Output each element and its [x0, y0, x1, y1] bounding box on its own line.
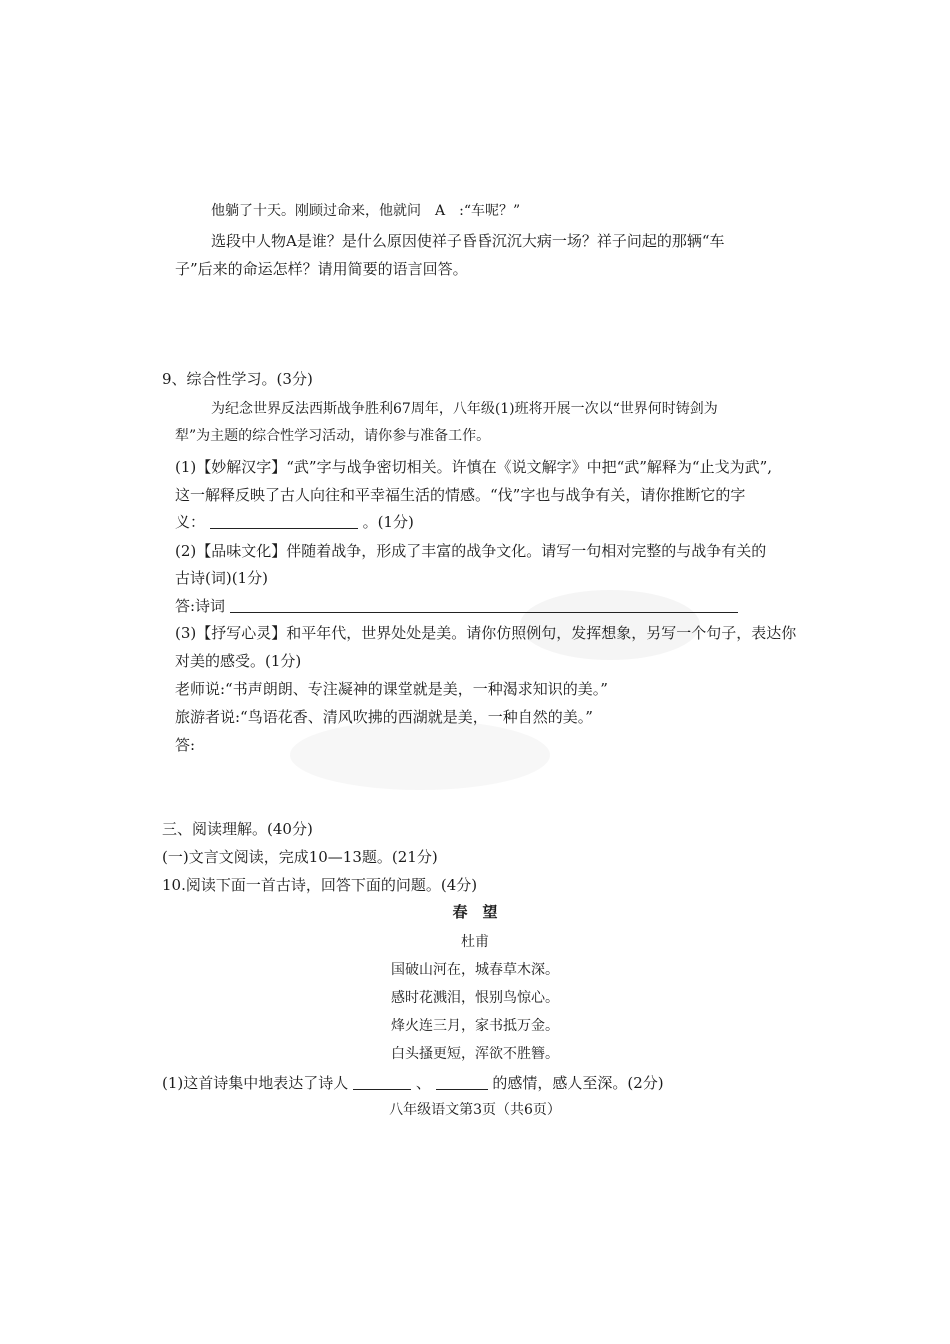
- q10-part1-blank-2[interactable]: [436, 1073, 488, 1090]
- poem-line: 白头搔更短，浑欲不胜簪。: [391, 1046, 559, 1062]
- q8-prompt-line: 子”后来的命运怎样？请用简要的语言回答。: [175, 260, 468, 278]
- poem-line: 烽火连三月，家书抵万金。: [391, 1018, 559, 1034]
- q9-part2: 古诗(词)(1分): [175, 569, 268, 587]
- q9-part2-answer-line: [175, 595, 738, 617]
- section3-subtitle: (一)文言文阅读，完成10—13题。(21分): [162, 848, 438, 866]
- poem-line: 感时花溅泪，恨别鸟惊心。: [391, 990, 559, 1006]
- q8-line: 他躺了十天。刚顾过命来，他就问 A :“车呢？”: [211, 203, 521, 219]
- q9-intro: 为纪念世界反法西斯战争胜利67周年，八年级(1)班将开展一次以“世界何时铸剑为: [211, 401, 718, 417]
- q9-title: 9、综合性学习。(3分): [162, 370, 313, 388]
- q9-part2-answer-label: 答:诗词: [175, 597, 226, 615]
- q9-part2: (2)【品味文化】伴随着战争，形成了丰富的战争文化。请写一句相对完整的与战争有关的: [175, 542, 767, 560]
- q10-part1-prefix: (1)这首诗集中地表达了诗人: [162, 1074, 349, 1092]
- q9-example: 旅游者说:“鸟语花香、清风吹拂的西湖就是美，一种自然的美。”: [175, 708, 593, 726]
- poem-author: 杜甫: [461, 934, 489, 950]
- q9-part1-answer-blank[interactable]: [210, 512, 358, 529]
- q9-part3-answer-label: 答:: [175, 736, 196, 754]
- q9-part2-answer-blank[interactable]: [230, 596, 738, 613]
- q9-part1-suffix: 。(1分): [362, 513, 414, 531]
- q8-prompt-line: 选段中人物A是谁？是什么原因使祥子昏昏沉沉大病一场？祥子问起的那辆“车: [211, 232, 725, 250]
- q9-part1-prefix: 义：: [175, 513, 206, 531]
- q10-part1-sep: 、: [415, 1074, 431, 1092]
- q9-intro: 犁”为主题的综合性学习活动，请你参与准备工作。: [175, 428, 491, 444]
- q10-part1-suffix: 的感情，感人至深。(2分): [492, 1074, 664, 1092]
- q9-example: 老师说:“书声朗朗、专注凝神的课堂就是美，一种渴求知识的美。”: [175, 680, 608, 698]
- q10-part1: [162, 1072, 664, 1094]
- q9-part1: (1)【妙解汉字】“武”字与战争密切相关。许慎在《说文解字》中把“武”解释为“止戈为武”,: [175, 458, 773, 476]
- q9-part1-answer-line: [175, 511, 414, 533]
- q10-part1-blank-1[interactable]: [353, 1073, 411, 1090]
- q9-part3: (3)【抒写心灵】和平年代，世界处处是美。请你仿照例句，发挥想象，另写一个句子，表达你: [175, 624, 797, 642]
- q9-part1: 这一解释反映了古人向往和平幸福生活的情感。“伐”字也与战争有关，请你推断它的字: [175, 486, 746, 504]
- poem-title: 春 望: [452, 903, 498, 921]
- poem-line: 国破山河在，城春草木深。: [391, 962, 559, 978]
- q10-title: 10.阅读下面一首古诗，回答下面的问题。(4分): [162, 876, 478, 894]
- page-footer: 八年级语文第3页（共6页）: [389, 1102, 561, 1118]
- section3-title: 三、阅读理解。(40分): [162, 820, 313, 838]
- scan-smudge: [290, 720, 550, 790]
- q9-part3: 对美的感受。(1分): [175, 652, 302, 670]
